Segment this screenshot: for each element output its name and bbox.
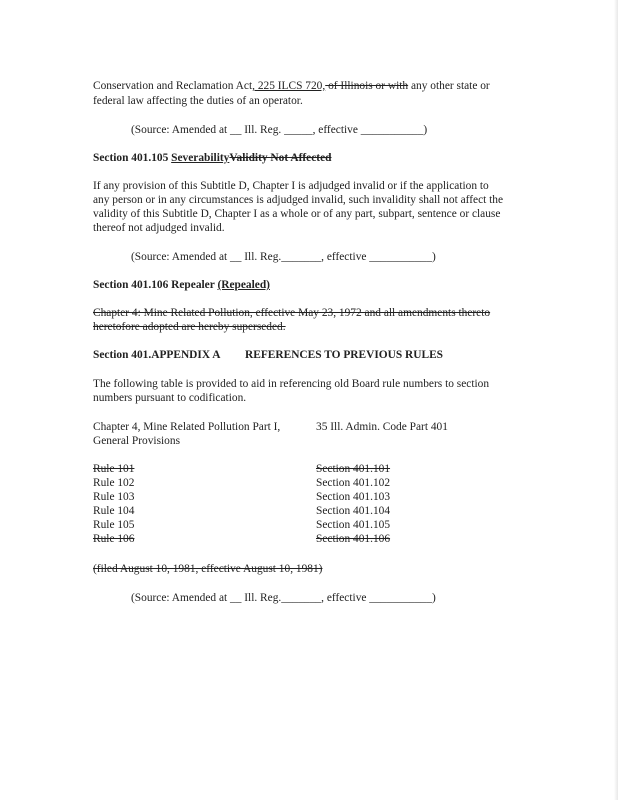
section-106-deleted-line-1: Chapter 4: Mine Related Pollution, effective May 23, 1972 and all amendments thereto [93, 307, 491, 319]
filed-note: (filed August 10, 1981, effective August 10, 1981) [93, 563, 323, 575]
table-row-new-section: Section 401.105 [316, 519, 391, 531]
intro-text-b: any other state or [408, 80, 490, 92]
table-row-old-rule: Rule 101 [93, 463, 135, 475]
appendix-heading-left: Section 401.APPENDIX A [93, 349, 221, 361]
section-105-body-line-4: thereof not adjudged invalid. [93, 222, 225, 234]
table-row-new-section: Section 401.106 [316, 533, 391, 545]
table-row-old-rule: Rule 105 [93, 519, 135, 531]
table-header-left-line-2: General Provisions [93, 435, 180, 447]
source-note-1: (Source: Amended at __ Ill. Reg. _____, effective ___________) [131, 124, 428, 136]
table-row-old-rule: Rule 103 [93, 491, 135, 503]
intro-inserted-text: , 225 ILCS 720, [252, 80, 326, 92]
section-105-source: (Source: Amended at __ Ill. Reg._______, effective ___________) [131, 251, 436, 263]
appendix-intro-line-2: numbers pursuant to codification. [93, 392, 247, 404]
intro-deleted-text: of Illinois or with [325, 80, 409, 92]
intro-line-2: federal law affecting the duties of an operator. [93, 95, 303, 107]
section-106-prefix: Section 401.106 Repealer [93, 279, 218, 291]
section-105-body-line-1: If any provision of this Subtitle D, Chapter I is adjudged invalid or if the application to [93, 180, 489, 192]
page-edge-shadow [614, 0, 618, 800]
appendix-intro-line-1: The following table is provided to aid in referencing old Board rule numbers to section [93, 378, 490, 390]
table-row-old-rule: Rule 106 [93, 533, 135, 545]
section-106-heading [93, 278, 270, 292]
table-row-old-rule: Rule 102 [93, 477, 135, 489]
table-header-right: 35 Ill. Admin. Code Part 401 [316, 421, 448, 433]
section-106-deleted-line-2: heretofore adopted are hereby superseded. [93, 321, 286, 333]
table-row-old-rule: Rule 104 [93, 505, 135, 517]
intro-line-1 [93, 79, 490, 93]
appendix-heading-right: REFERENCES TO PREVIOUS RULES [245, 349, 444, 361]
table-row-new-section: Section 401.101 [316, 463, 391, 475]
table-row-new-section: Section 401.102 [316, 477, 391, 489]
section-106-inserted-title: (Repealed) [217, 279, 270, 291]
section-105-body-line-2: any person or in any circumstances is adjudged invalid, such invalidity shall not affect the [93, 194, 504, 206]
table-row-new-section: Section 401.104 [316, 505, 391, 517]
table-row-new-section: Section 401.103 [316, 491, 391, 503]
section-105-heading [93, 151, 331, 165]
section-105-body-line-3: validity of this Subtitle D, Chapter I as a whole or of any part, subpart, sentence or clause [93, 208, 501, 220]
appendix-source: (Source: Amended at __ Ill. Reg._______, effective ___________) [131, 592, 436, 604]
section-105-deleted-title: Validity Not Affected [229, 152, 332, 164]
intro-text-a: Conservation and Reclamation Act [93, 80, 253, 92]
table-header-left-line-1: Chapter 4, Mine Related Pollution Part I, [93, 421, 281, 433]
section-105-prefix: Section 401.105 [93, 152, 172, 164]
section-105-inserted-title: Severability [171, 152, 230, 164]
